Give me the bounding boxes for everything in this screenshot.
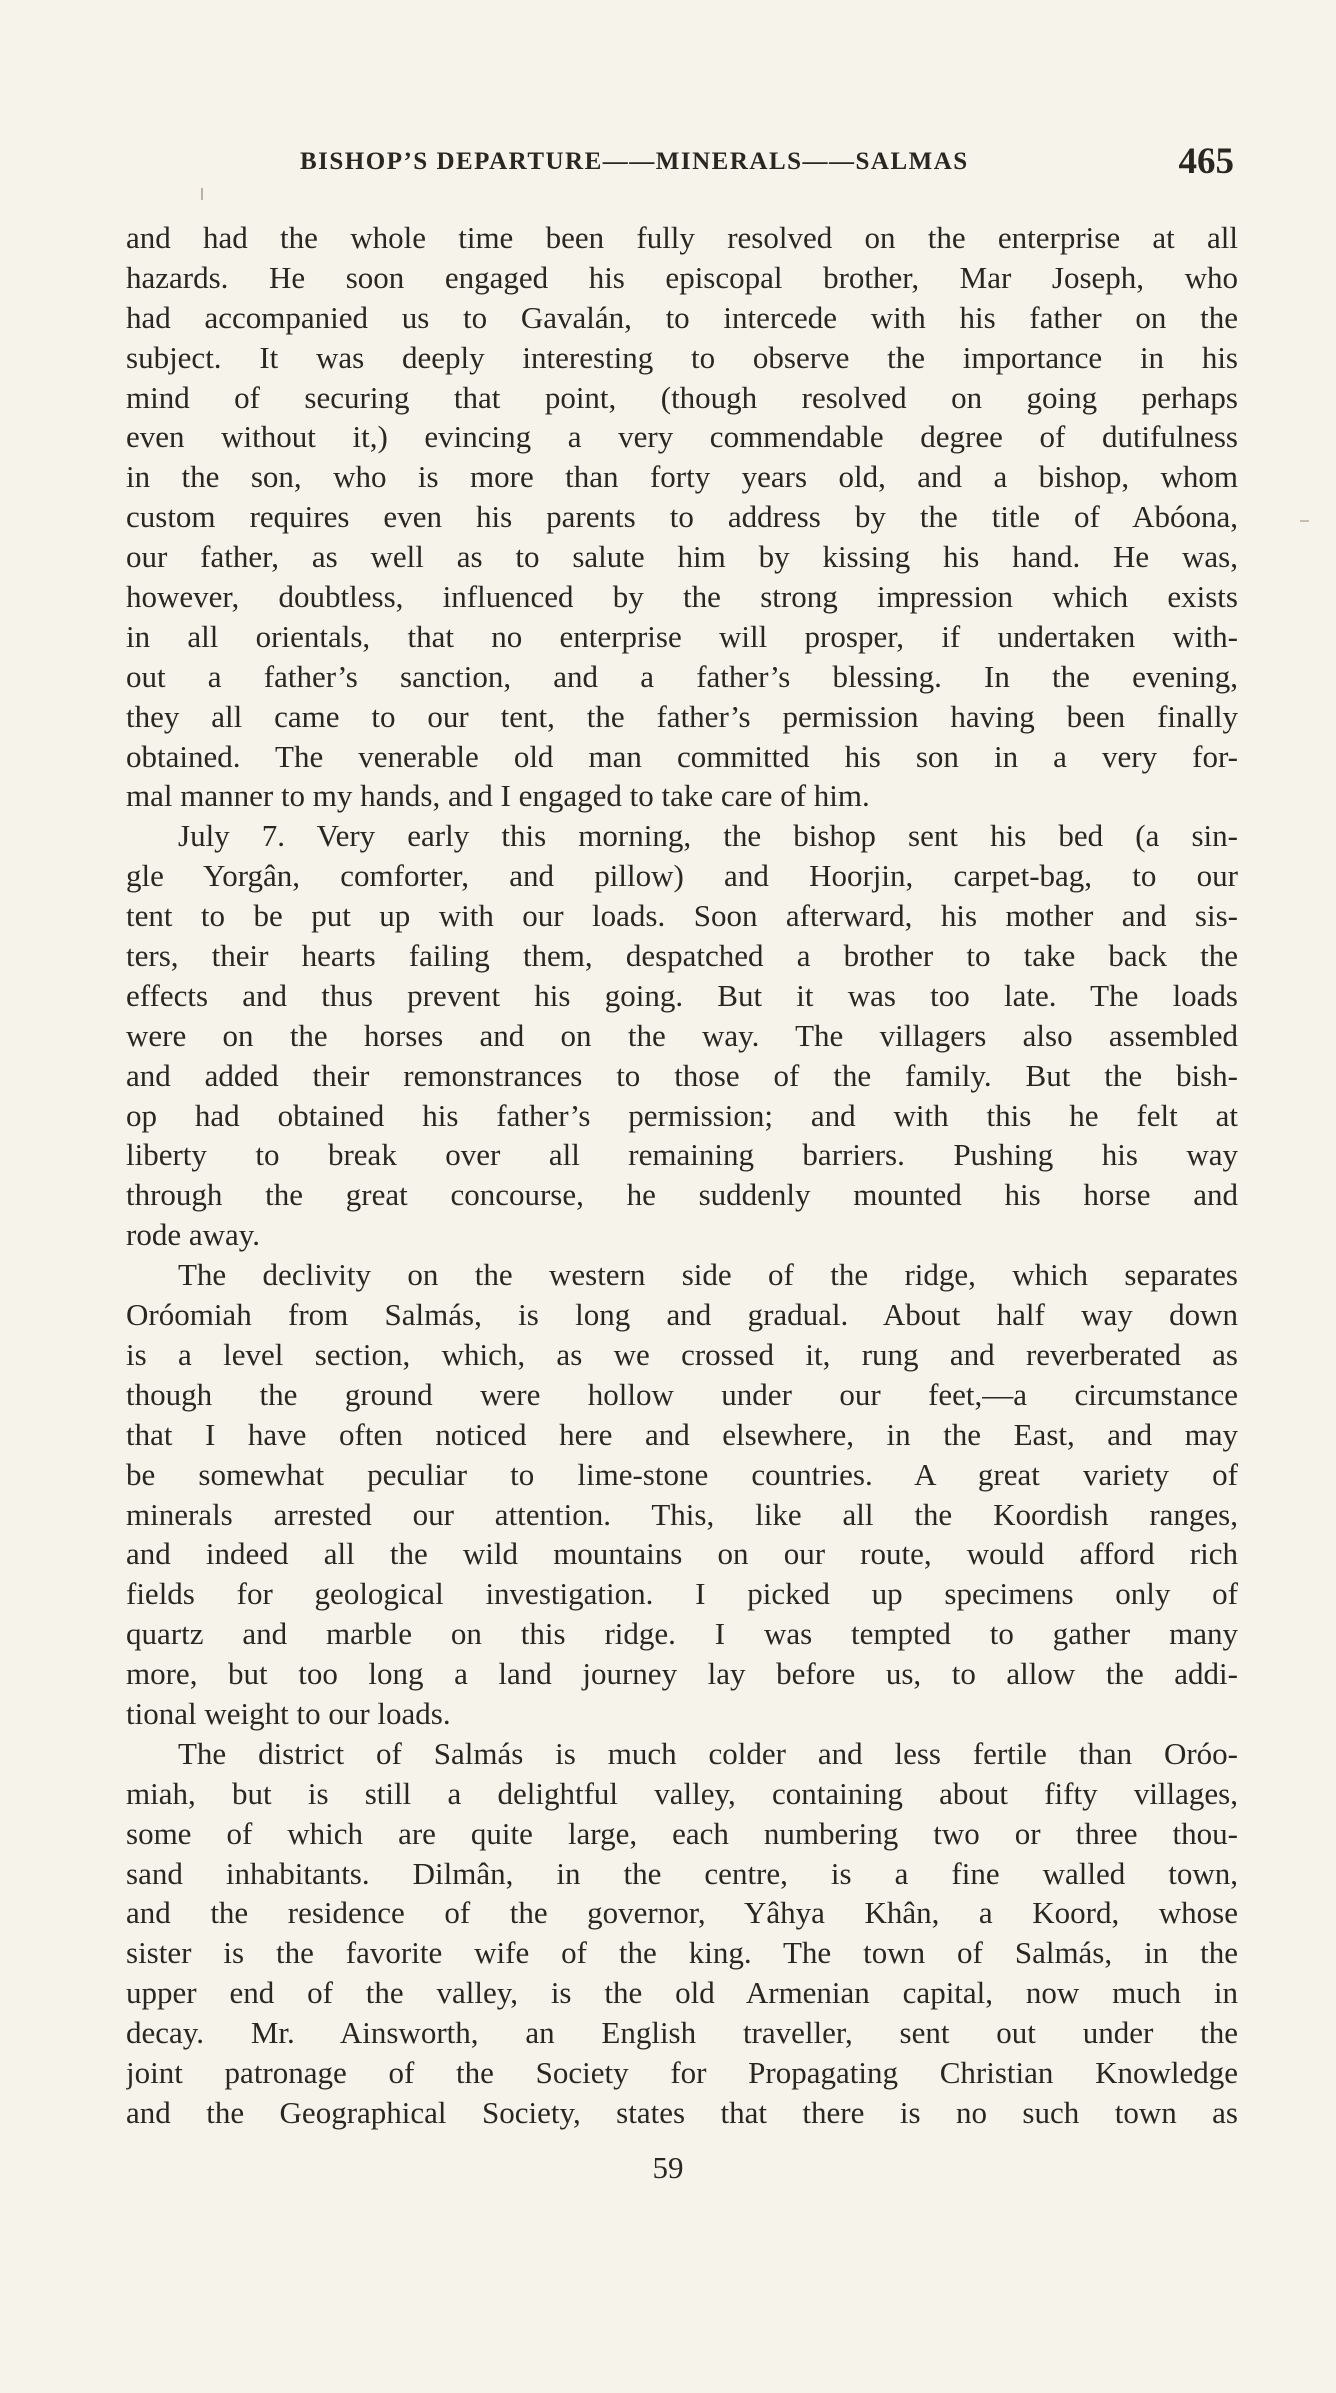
- text-line: and had the whole time been fully resolved on the enterprise at all: [126, 220, 1238, 255]
- text-line: obtained. The venerable old man committed his son in a very for-: [126, 738, 1238, 774]
- text-line: is a level section, which, as we crossed it, rung and reverberated as: [126, 1336, 1238, 1372]
- text-line: mal manner to my hands, and I engaged to take care of him.: [126, 778, 870, 814]
- text-line: that I have often noticed here and elsewhere, in the East, and may: [126, 1416, 1238, 1452]
- text-line: out a father’s sanction, and a father’s blessing. In the evening,: [126, 658, 1238, 694]
- text-line: be somewhat peculiar to lime-stone countries. A great variety of: [126, 1456, 1238, 1492]
- text-line: custom requires even his parents to address by the title of Abóona,: [126, 499, 1238, 535]
- text-line: July 7. Very early this morning, the bishop sent his bed (a sin-: [178, 818, 1238, 854]
- text-line: rode away.: [126, 1217, 260, 1253]
- text-line: in the son, who is more than forty years old, and a bishop, whom: [126, 459, 1238, 495]
- text-line: even without it,) evincing a very commendable degree of dutifulness: [126, 419, 1238, 455]
- running-title: BISHOP’S DEPARTURE——MINERALS——SALMAS: [300, 148, 969, 175]
- text-line: through the great concourse, he suddenly mounted his horse and: [126, 1177, 1238, 1213]
- page-number: 465: [1178, 141, 1234, 182]
- text-line: minerals arrested our attention. This, like all the Koordish ranges,: [126, 1496, 1238, 1532]
- text-line: op had obtained his father’s permission; and with this he felt at: [126, 1097, 1238, 1133]
- text-line: sister is the favorite wife of the king. The town of Salmás, in the: [126, 1935, 1238, 1971]
- text-line: tent to be put up with our loads. Soon afterward, his mother and sis-: [126, 898, 1238, 934]
- text-line: tional weight to our loads.: [126, 1695, 451, 1731]
- text-line: effects and thus prevent his going. But it was too late. The loads: [126, 977, 1238, 1013]
- speck-mark: [201, 188, 203, 200]
- text-line: gle Yorgân, comforter, and pillow) and Hoorjin, carpet-bag, to our: [126, 858, 1238, 894]
- text-line: and indeed all the wild mountains on our route, would afford rich: [126, 1536, 1238, 1572]
- signature-mark: 59: [652, 2150, 684, 2185]
- text-line: and the residence of the governor, Yâhya Khân, a Koord, whose: [126, 1895, 1238, 1931]
- text-line: they all came to our tent, the father’s permission having been finally: [126, 698, 1238, 734]
- text-line: miah, but is still a delightful valley, containing about fifty villages,: [126, 1775, 1238, 1811]
- text-line: had accompanied us to Gavalán, to intercede with his father on the: [126, 299, 1238, 335]
- text-line: Oróomiah from Salmás, is long and gradual. About half way down: [126, 1297, 1238, 1333]
- text-line: in all orientals, that no enterprise will prosper, if undertaken with-: [126, 618, 1238, 654]
- text-line: our father, as well as to salute him by kissing his hand. He was,: [126, 539, 1238, 575]
- text-line: quartz and marble on this ridge. I was tempted to gather many: [126, 1616, 1238, 1652]
- text-line: subject. It was deeply interesting to observe the importance in his: [126, 339, 1238, 375]
- text-line: some of which are quite large, each numbering two or three thou-: [126, 1815, 1238, 1851]
- text-line: The district of Salmás is much colder and less fertile than Oróo-: [178, 1735, 1238, 1771]
- text-line: joint patronage of the Society for Propagating Christian Knowledge: [126, 2054, 1238, 2090]
- text-line: mind of securing that point, (though resolved on going perhaps: [126, 379, 1238, 415]
- text-line: however, doubtless, influenced by the strong impression which exists: [126, 579, 1238, 615]
- text-line: decay. Mr. Ainsworth, an English traveller, sent out under the: [126, 2015, 1238, 2051]
- text-line: fields for geological investigation. I picked up specimens only of: [126, 1576, 1238, 1612]
- text-line: and the Geographical Society, states that there is no such town as: [126, 2094, 1238, 2130]
- text-line: more, but too long a land journey lay before us, to allow the addi-: [126, 1656, 1238, 1692]
- text-line: upper end of the valley, is the old Armenian capital, now much in: [126, 1975, 1238, 2011]
- text-line: sand inhabitants. Dilmân, in the centre, is a fine walled town,: [126, 1855, 1238, 1891]
- text-line: ters, their hearts failing them, despatched a brother to take back the: [126, 938, 1238, 974]
- speck-mark: [1300, 520, 1309, 522]
- text-line: hazards. He soon engaged his episcopal brother, Mar Joseph, who: [126, 259, 1238, 295]
- text-line: liberty to break over all remaining barriers. Pushing his way: [126, 1137, 1238, 1173]
- text-line: The declivity on the western side of the ridge, which separates: [178, 1257, 1238, 1293]
- text-line: though the ground were hollow under our feet,—a circumstance: [126, 1376, 1238, 1412]
- text-line: were on the horses and on the way. The villagers also assembled: [126, 1017, 1238, 1053]
- text-line: and added their remonstrances to those of the family. But the bish-: [126, 1057, 1238, 1093]
